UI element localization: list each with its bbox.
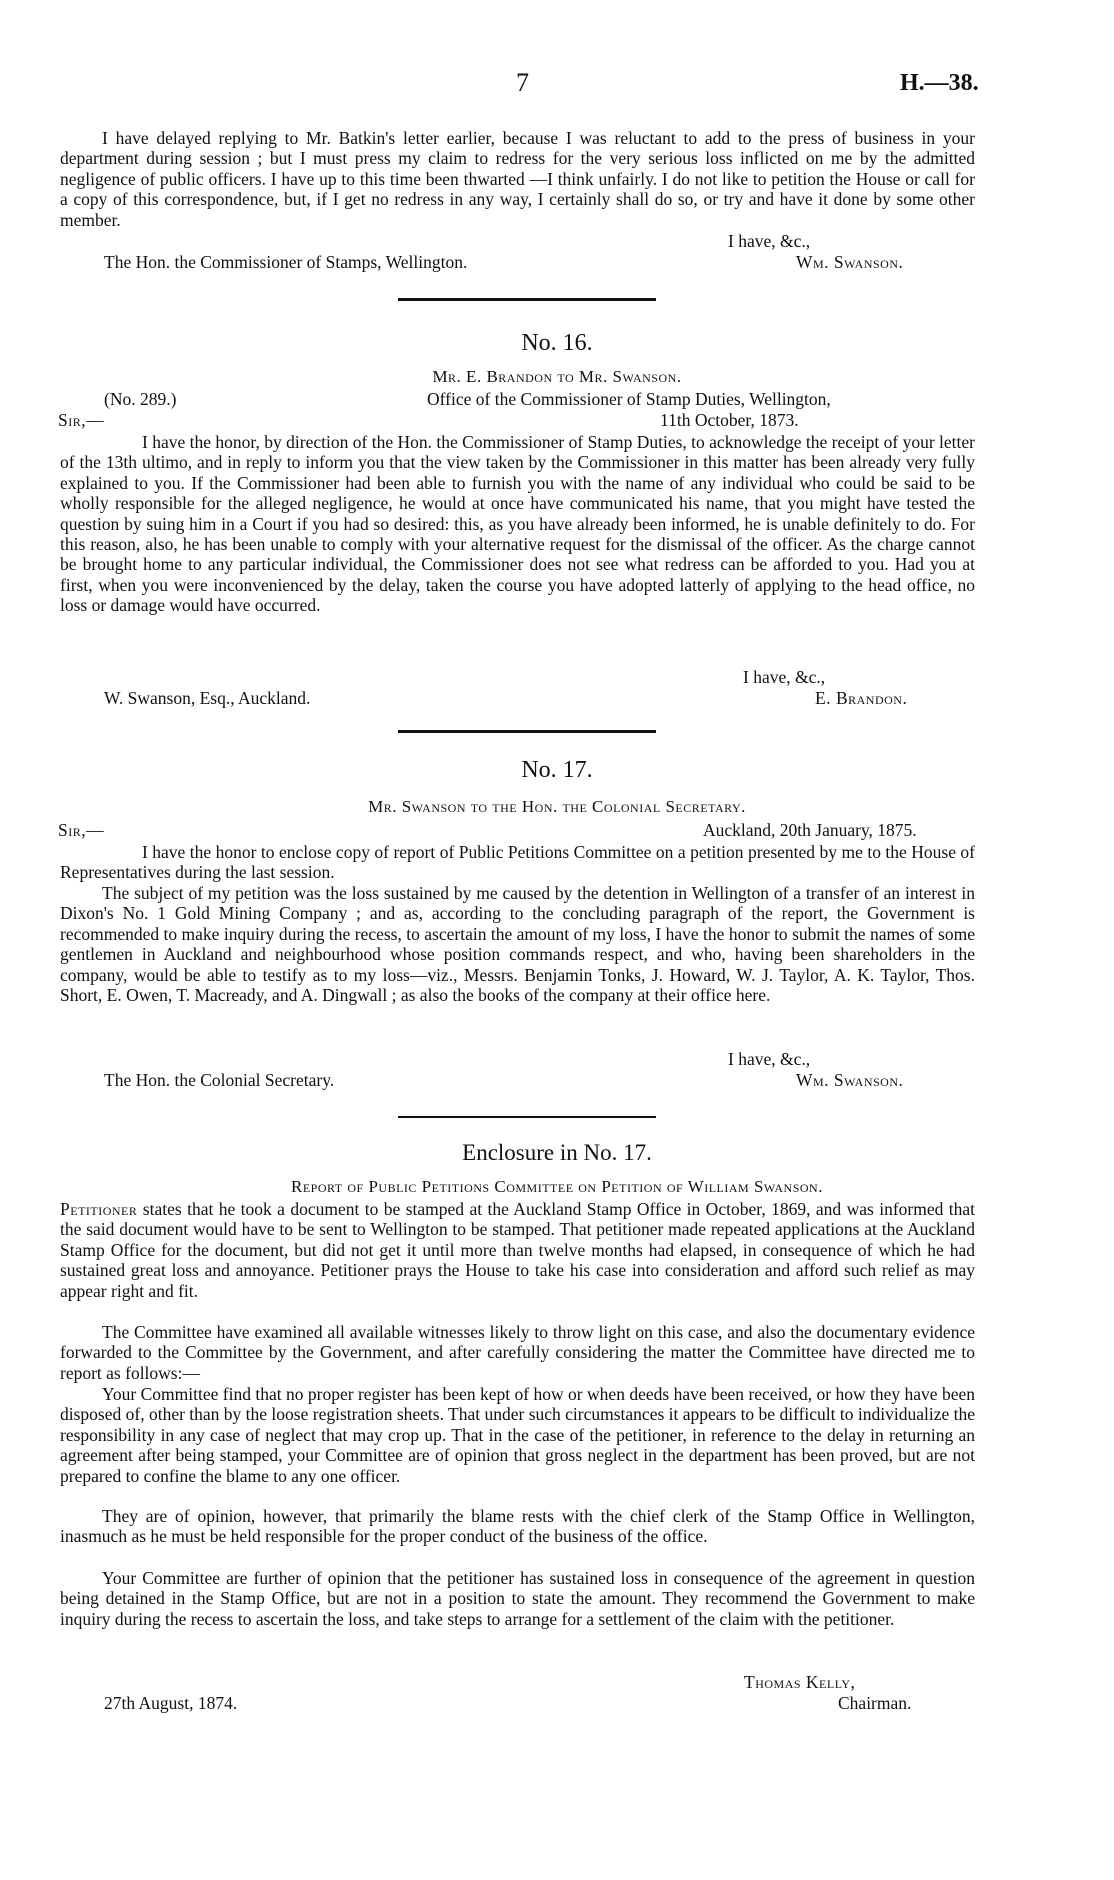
enclosure-signature-title: Chairman. [838, 1693, 912, 1713]
document-ref: H.—38. [900, 70, 979, 96]
enclosure-para3: Your Committee find that no proper register has been kept of how or when deeds have been received, or how they have been disposed of, other than by the loose registration sheets. That under such circumstances it appears to be difficult to individualize the responsibility in any case of neglect that may crop up. That in the case of the petitioner, in reference to the delay in returning an agreement after being stamped, your Committee are of opinion that gross neglect in the department has been proved, but are not prepared to confine the blame to any one officer. [60, 1384, 975, 1486]
letter1-body: I have delayed replying to Mr. Batkin's letter earlier, because I was reluctant to add to the press of business in your department during session ; but I must press my claim to redress for the very serious loss inflicted on me by the admitted negligence of public officers. I have up to this time been thwarted —I think unfairly. I do not like to petition the House or call for a copy of this correspondence, but, if I get no redress in any way, I certainly shall do so, or try and have it done by some other member. [60, 128, 975, 230]
page-number: 7 [516, 68, 529, 97]
petitioner-lead: Petitioner [60, 1199, 138, 1219]
divider [398, 1116, 656, 1118]
no16-body: I have the honor, by direction of the Hon. the Commissioner of Stamp Duties, to acknowledge the receipt of your letter of the 13th ultimo, and in reply to inform you that the view taken by the Commissioner in this matter has been already very fully explained to you. If the Commissioner had been able to furnish you with the name of any individual who could be said to be wholly responsible for the alleged negligence, he would at once have communicated his name, that you might have tested the question by suing him in a Court if you had so desired: this, as you have already been informed, he is unable definitely to do. For this reason, also, he has been unable to comply with your alternative request for the dismissal of the officer. As the charge cannot be brought home to any particular individual, the Commissioner does not see what redress can be afforded to you. Had you at first, when you were inconvenienced by the delay, taken the course you have adopted latterly of applying to the head office, no loss or damage would have occurred. [60, 432, 975, 616]
enclosure-title: Enclosure in No. 17. [462, 1140, 652, 1165]
enclosure-signature: Thomas Kelly, [744, 1672, 856, 1692]
no17-signature: Wm. Swanson. [796, 1070, 904, 1090]
office-line: Office of the Commissioner of Stamp Duties, Wellington, [427, 389, 831, 409]
no17-addressee: The Hon. the Colonial Secretary. [104, 1070, 335, 1090]
no17-closing: I have, &c., [728, 1049, 811, 1069]
enclosure-para5: Your Committee are further of opinion that the petitioner has sustained loss in consequence of the agreement in question being detained in the Stamp Office, but are not in a position to state the amount. They recommend the Government to make inquiry during the recess to ascertain the loss, and take steps to arrange for a settlement of the claim with the petitioner. [60, 1568, 975, 1629]
no16-closing: I have, &c., [743, 667, 826, 687]
letter-date: 11th October, 1873. [660, 410, 799, 430]
enclosure-para1 [60, 1199, 975, 1301]
no16-addressee: W. Swanson, Esq., Auckland. [104, 688, 311, 708]
enclosure-subtitle: Report of Public Petitions Committee on Petition of William Swanson. [291, 1177, 823, 1196]
letter-ref: (No. 289.) [104, 389, 177, 409]
no17-salutation: Sir,— [58, 820, 105, 840]
letter1-closing: I have, &c., [728, 231, 811, 251]
no17-date: Auckland, 20th January, 1875. [703, 820, 917, 840]
enclosure-para4: They are of opinion, however, that primarily the blame rests with the chief clerk of the Stamp Office in Wellington, inasmuch as he must be held responsible for the proper conduct of the business of the office. [60, 1506, 975, 1547]
section-title-no17: No. 17. [521, 757, 593, 783]
enclosure-para2: The Committee have examined all available witnesses likely to throw light on this case, and also the documentary evidence forwarded to the Committee by the Government, and after carefully considering the matter the Committee have directed me to report as follows:— [60, 1322, 975, 1383]
divider [398, 730, 656, 733]
letter1-addressee: The Hon. the Commissioner of Stamps, Wellington. [104, 252, 468, 272]
enclosure-para1-text: states that he took a document to be stamped at the Auckland Stamp Office in October, 1869, and was informed that the said document would have to be sent to Wellington to be stamped. That petitioner made repeated applications at the Auckland Stamp Office for the document, but did not get it until more than twelve months had elapsed, in consequence of which he had sustained great loss and annoyance. Petitioner prays the House to take his case into consideration and afford such relief as may appear right and fit. [60, 1199, 975, 1301]
salutation: Sir,— [58, 410, 105, 430]
section-title-no16: No. 16. [521, 330, 593, 356]
section-subtitle-no17: Mr. Swanson to the Hon. the Colonial Secretary. [368, 797, 746, 816]
no17-para1: I have the honor to enclose copy of report of Public Petitions Committee on a petition presented by me to the House of Representatives during the last session. [60, 842, 975, 883]
no17-para2: The subject of my petition was the loss sustained by me caused by the detention in Wellington of a transfer of an interest in Dixon's No. 1 Gold Mining Company ; and as, according to the concluding paragraph of the report, the Government is recommended to make inquiry during the recess, to ascertain the amount of my loss, I have the honor to submit the names of some gentlemen in Auckland and neighbourhood whose position commands respect, and who, having been shareholders in the company, would be able to testify as to my loss—viz., Messrs. Benjamin Tonks, J. Howard, W. J. Taylor, A. K. Taylor, Thos. Short, E. Owen, T. Macready, and A. Dingwall ; as also the books of the company at their office here. [60, 883, 975, 1006]
divider [398, 298, 656, 301]
section-subtitle-no16: Mr. E. Brandon to Mr. Swanson. [432, 367, 682, 386]
letter1-signature: Wm. Swanson. [796, 252, 904, 272]
no16-signature: E. Brandon. [815, 688, 908, 708]
enclosure-date: 27th August, 1874. [104, 1693, 238, 1713]
